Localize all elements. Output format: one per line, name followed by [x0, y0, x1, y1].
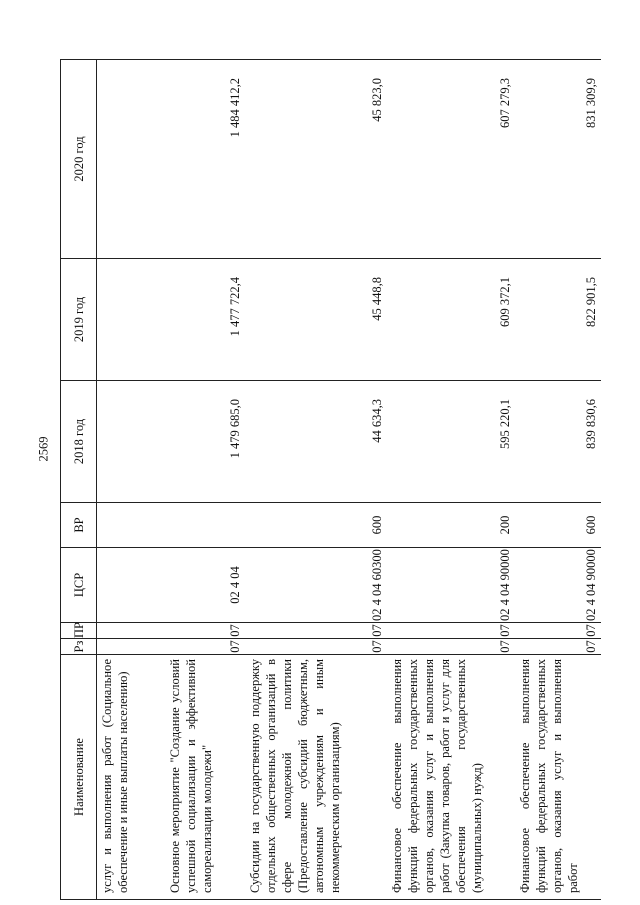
header-row [61, 60, 97, 900]
table-row [165, 60, 245, 900]
row-vr: 600 [245, 503, 387, 548]
row-2020: 607 279,3 [387, 60, 515, 259]
table-row [245, 60, 387, 900]
row-csr: 02 4 04 [165, 548, 245, 623]
table-row [97, 60, 165, 900]
row-pr: 07 [515, 623, 601, 639]
row-vr [97, 503, 165, 548]
budget-table [60, 59, 601, 900]
row-2018: 595 220,1 [387, 381, 515, 503]
row-name: Финансовое обеспечение выполнения функций федеральных государственных органов, оказания услуг и выполнения работ (Закупка товаров, работ и услуг для обеспечения государственных (муниципальных) нужд) [387, 655, 515, 900]
page-number: 2569 [36, 436, 51, 462]
row-2019: 822 901,5 [515, 259, 601, 381]
row-name: Основное мероприятие "Создание условий успешной социализации и эффективной самореализации молодежи" [165, 655, 245, 900]
header-csr: ЦСР [61, 548, 97, 623]
row-rz: 07 [165, 639, 245, 655]
row-vr [165, 503, 245, 548]
row-pr [97, 623, 165, 639]
row-rz: 07 [387, 639, 515, 655]
header-vr: ВР [61, 503, 97, 548]
row-2018: 839 830,6 [515, 381, 601, 503]
header-rz: Рз [61, 639, 97, 655]
row-name: Субсидии на государственную поддержку отдельных общественных организаций в сфере молодежной политики (Предоставление субсидий бюджетным, автономным учреждениям и иным некоммерческим организациям) [245, 655, 387, 900]
row-vr: 600 [515, 503, 601, 548]
row-csr: 02 4 04 90000 [387, 548, 515, 623]
header-pr: ПР [61, 623, 97, 639]
table-row [387, 60, 515, 900]
row-2020: 1 484 412,2 [165, 60, 245, 259]
row-2020: 45 823,0 [245, 60, 387, 259]
row-pr: 07 [387, 623, 515, 639]
row-vr: 200 [387, 503, 515, 548]
row-2019 [97, 259, 165, 381]
row-csr [97, 548, 165, 623]
row-2019: 45 448,8 [245, 259, 387, 381]
row-2018: 1 479 685,0 [165, 381, 245, 503]
row-rz: 07 [515, 639, 601, 655]
row-csr: 02 4 04 90000 [515, 548, 601, 623]
row-pr: 07 [165, 623, 245, 639]
header-2020: 2020 год [61, 60, 97, 259]
row-2019: 609 372,1 [387, 259, 515, 381]
row-2018: 44 634,3 [245, 381, 387, 503]
row-name: Финансовое обеспечение выполнения функций федеральных государственных органов, оказания услуг и выполнения работ [515, 655, 601, 900]
header-2019: 2019 год [61, 259, 97, 381]
row-2020 [97, 60, 165, 259]
row-2019: 1 477 722,4 [165, 259, 245, 381]
row-2020: 831 309,9 [515, 60, 601, 259]
table-row [515, 60, 601, 900]
row-rz: 07 [245, 639, 387, 655]
row-rz [97, 639, 165, 655]
row-2018 [97, 381, 165, 503]
header-2018: 2018 год [61, 381, 97, 503]
header-name: Наименование [61, 655, 97, 900]
row-csr: 02 4 04 60300 [245, 548, 387, 623]
row-pr: 07 [245, 623, 387, 639]
row-name: услуг и выполнения работ (Социальное обеспечение и иные выплаты населению) [97, 655, 165, 900]
budget-table-rotated [60, 60, 600, 900]
